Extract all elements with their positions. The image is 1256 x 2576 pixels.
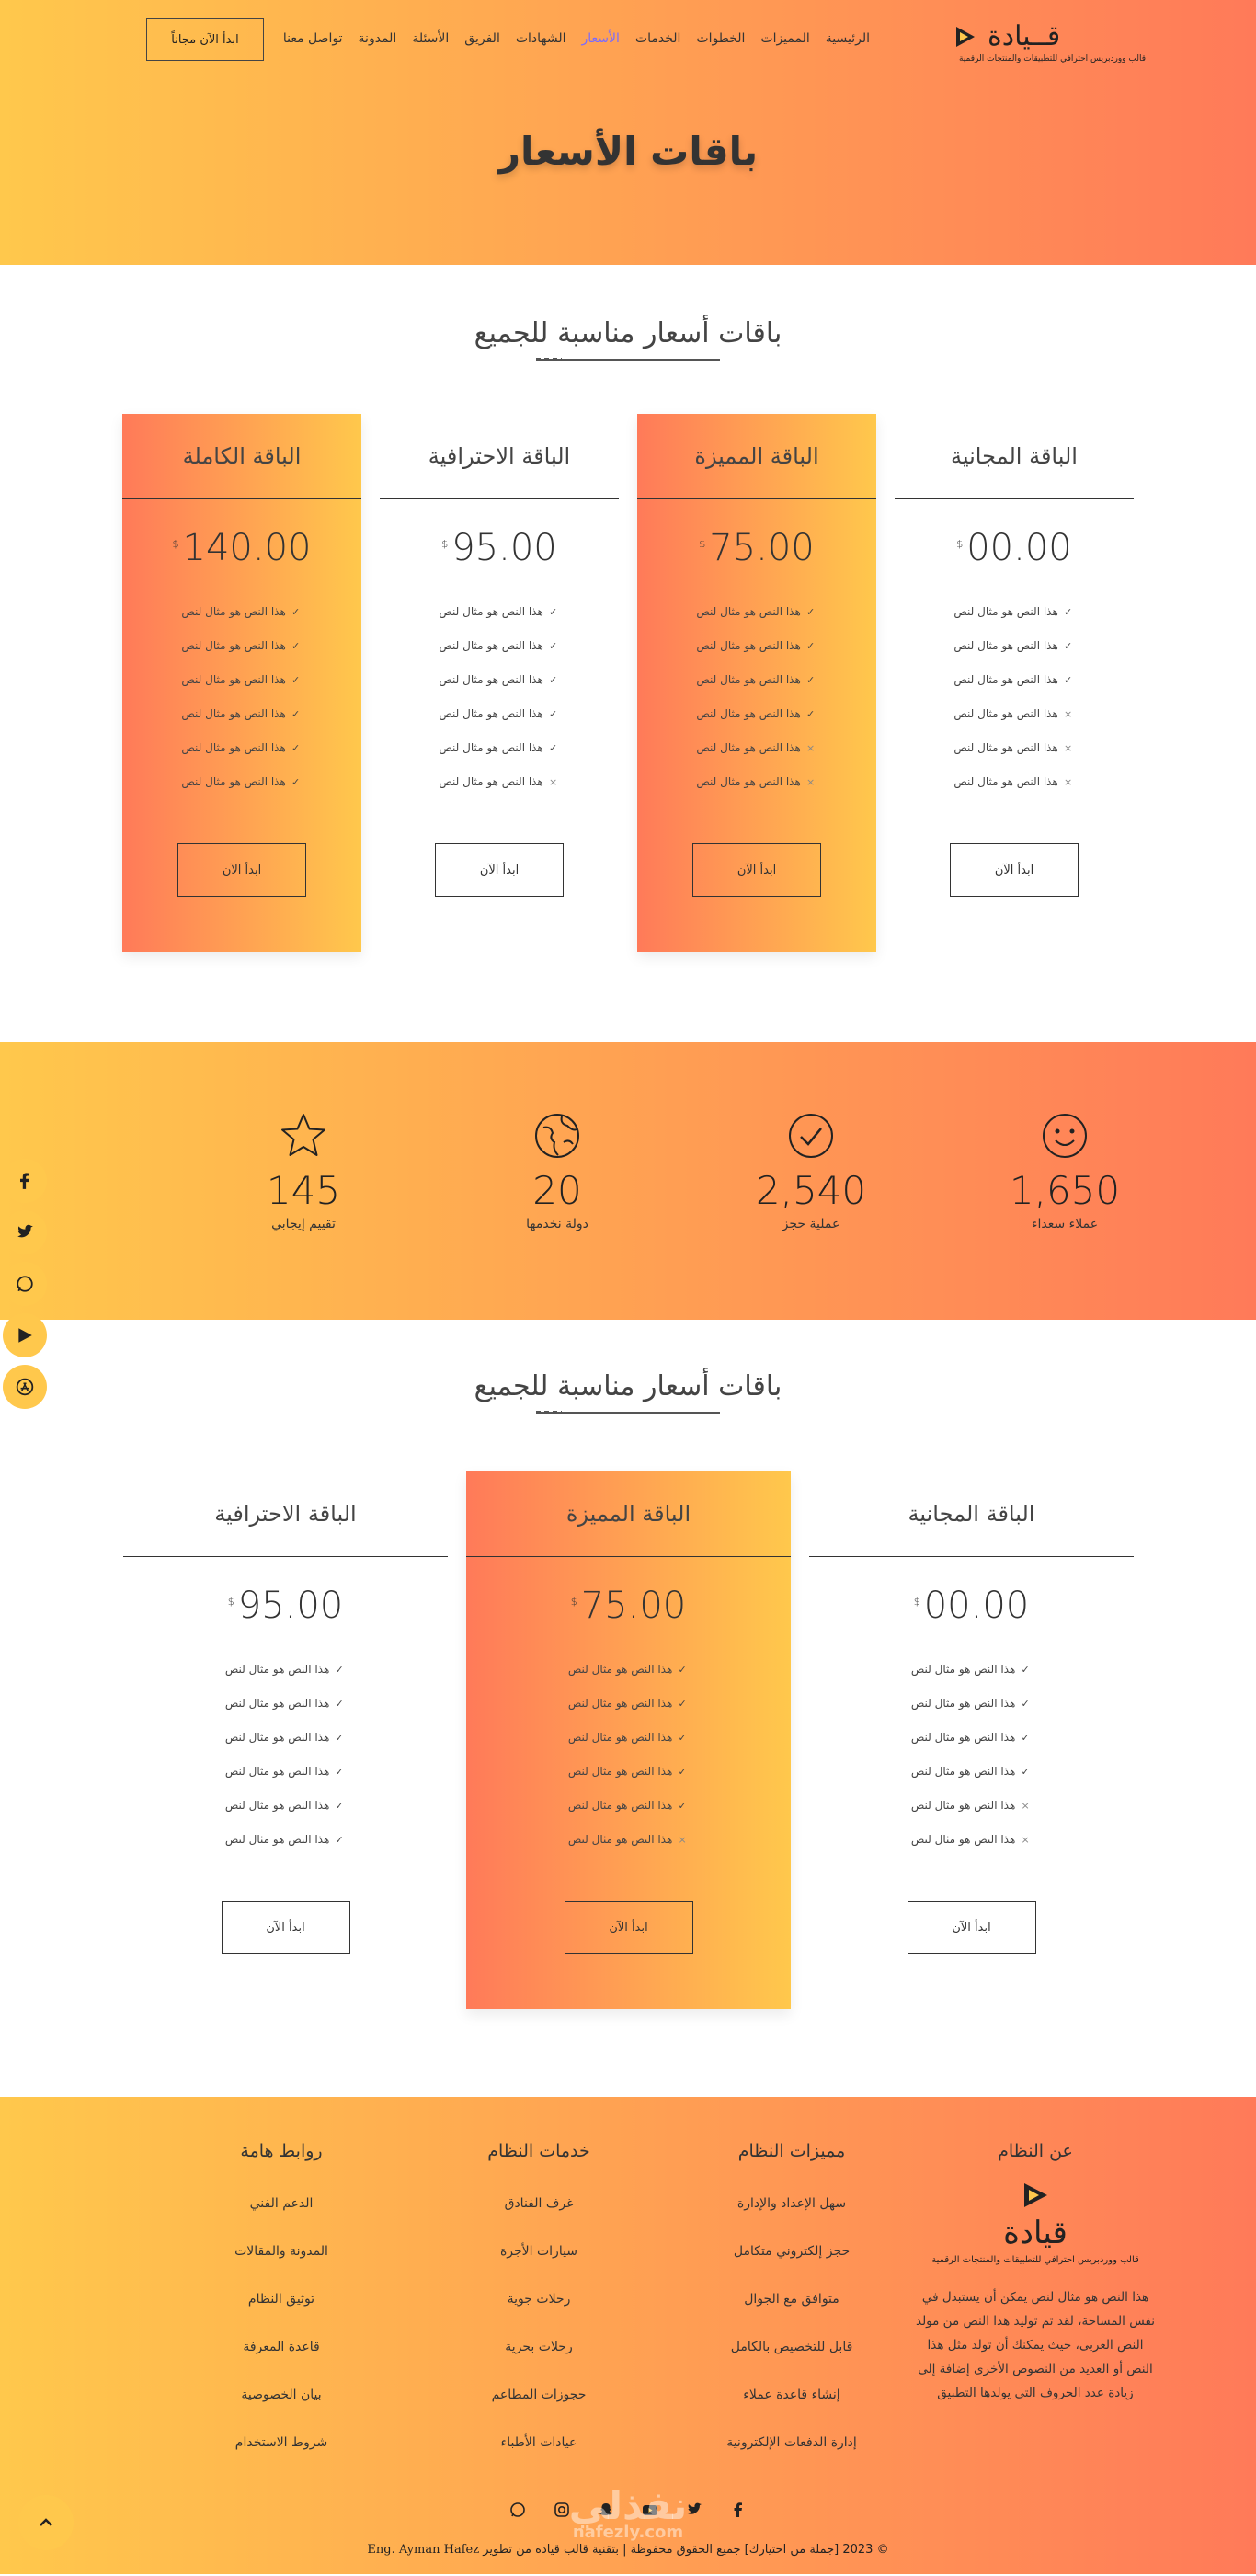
pricing-section-four: [0, 265, 1256, 1042]
stat-label: عملية حجز: [782, 1217, 840, 1231]
plan-price: $ 75.00: [699, 527, 815, 569]
check-icon: ✓: [335, 1800, 344, 1812]
nav-item-faq[interactable]: الأسئلة: [412, 31, 450, 46]
pricing-section-three: [0, 1320, 1256, 2097]
nav-item-team[interactable]: الفريق: [464, 31, 500, 46]
nav-item-contact[interactable]: تواصل معنا: [282, 31, 343, 46]
youtube-icon[interactable]: [640, 2500, 660, 2520]
feature-list: [122, 595, 361, 799]
feature-item: ✓ هذا النص هو مثال لنص: [123, 1687, 448, 1721]
feature-item: ✓ هذا النص هو مثال لنص: [637, 663, 876, 697]
footer-link[interactable]: توثيق النظام: [247, 2292, 315, 2307]
footer-about: [916, 2141, 1155, 2405]
feature-list: [380, 595, 619, 799]
stat-label: عملاء سعداء: [1031, 1217, 1099, 1231]
footer-heading: خدمات النظام: [487, 2141, 590, 2161]
plan-card-pro: [380, 414, 619, 952]
feature-item: ✓ هذا النص هو مثال لنص: [123, 1755, 448, 1789]
pricing-cards: [122, 414, 1134, 952]
brand-mark-icon: [1020, 2180, 1051, 2211]
start-free-button[interactable]: ابدأ الآن مجاناً: [146, 18, 264, 61]
plan-start-button[interactable]: ابدأ الآن: [692, 843, 821, 897]
check-icon: ✓: [1021, 1698, 1030, 1710]
check-icon: ✓: [335, 1698, 344, 1710]
pricing-cards: [122, 1471, 1134, 2009]
feature-item: × هذا النص هو مثال لنص: [895, 765, 1134, 799]
hero-header: [0, 0, 1256, 265]
plan-price: $ 140.00: [172, 527, 312, 569]
nav-item-pricing[interactable]: الأسعار: [581, 31, 620, 46]
stat-label: تقييم إيجابي: [271, 1217, 336, 1231]
footer-link[interactable]: قاعدة المعرفة: [243, 2340, 320, 2354]
footer-socials: [0, 2500, 1256, 2520]
footer-heading: عن النظام: [998, 2141, 1073, 2161]
check-icon: ✓: [335, 1834, 344, 1846]
check-icon: ✓: [291, 708, 301, 720]
feature-item: × هذا النص هو مثال لنص: [466, 1823, 791, 1857]
feature-item: ✓ هذا النص هو مثال لنص: [895, 629, 1134, 663]
watermark-text: نفذلي: [568, 2483, 688, 2528]
star-icon: [279, 1111, 328, 1161]
footer-link[interactable]: سهل الإعداد والإدارة: [736, 2196, 847, 2211]
cross-icon: ×: [1064, 708, 1073, 720]
feature-item: × هذا النص هو مثال لنص: [637, 765, 876, 799]
plan-start-button[interactable]: ابدأ الآن: [177, 843, 306, 897]
plan-price: $ 95.00: [227, 1585, 344, 1627]
footer-important-links: [189, 2141, 373, 2467]
footer-link[interactable]: سيارات الأجرة: [499, 2244, 578, 2259]
plan-start-button[interactable]: ابدأ الآن: [950, 843, 1079, 897]
whatsapp-icon[interactable]: [508, 2500, 528, 2520]
stat-label: دولة نخدمها: [526, 1217, 588, 1231]
feature-item: ✓ هذا النص هو مثال لنص: [380, 663, 619, 697]
brand-tagline: قالب ووردبريس احترافي للتطبيقات والمنتجات الرقمية: [959, 54, 1146, 63]
plan-price: $ 00.00: [956, 527, 1072, 569]
feature-item: ✓ هذا النص هو مثال لنص: [123, 1823, 448, 1857]
footer-about-text: هذا النص هو مثال لنص يمكن أن يستبدل في نفس المساحة، لقد تم توليد هذا النص من مولد النص العربى، حيث يمكنك أن تولد مثل هذا النص أو العديد من النصوص الأخرى إضافة إلى زيادة عدد الحروف التى يولدها التطبيق: [915, 2290, 1155, 2400]
check-icon: ✓: [1064, 606, 1073, 618]
stat-reviews: [221, 1111, 386, 1231]
plan-start-button[interactable]: ابدأ الآن: [908, 1901, 1036, 1954]
instagram-icon[interactable]: [552, 2500, 572, 2520]
copyright-author[interactable]: Eng. Ayman Hafez: [367, 2543, 480, 2557]
smile-icon: [1040, 1111, 1090, 1161]
cross-icon: ×: [806, 776, 816, 788]
feature-item: ✓ هذا النص هو مثال لنص: [466, 1687, 791, 1721]
check-icon: ✓: [549, 742, 558, 754]
check-icon: ✓: [291, 640, 301, 652]
nav-item-services[interactable]: الخدمات: [634, 31, 681, 46]
float-play-icon[interactable]: [3, 1313, 47, 1357]
feature-item: ✓ هذا النص هو مثال لنص: [380, 595, 619, 629]
check-icon: ✓: [1021, 1664, 1030, 1676]
footer-services: [447, 2141, 631, 2467]
check-icon: ✓: [806, 640, 816, 652]
footer-link[interactable]: رحلات جوية: [507, 2292, 571, 2307]
feature-item: ✓ هذا النص هو مثال لنص: [380, 731, 619, 765]
feature-item: ✓ هذا النص هو مثال لنص: [809, 1687, 1134, 1721]
chevron-up-icon: [36, 2513, 56, 2533]
float-twitter-icon[interactable]: [3, 1210, 47, 1254]
scroll-to-top-button[interactable]: [18, 2495, 74, 2550]
footer-link[interactable]: رحلات بحرية: [505, 2340, 573, 2354]
feature-item: ✓ هذا النص هو مثال لنص: [123, 1721, 448, 1755]
check-icon: ✓: [678, 1664, 687, 1676]
plan-price: $ 00.00: [913, 1585, 1030, 1627]
section-heading: [0, 317, 1256, 361]
feature-item: ✓ هذا النص هو مثال لنص: [122, 629, 361, 663]
check-icon: ✓: [806, 606, 816, 618]
plan-name: الباقة المميزة: [637, 414, 876, 499]
plan-card-pro: [123, 1471, 448, 2009]
title-underline: [536, 1412, 720, 1414]
check-icon: ✓: [1021, 1732, 1030, 1744]
cross-icon: ×: [678, 1834, 687, 1846]
footer-link[interactable]: غرف الفنادق: [504, 2196, 574, 2211]
check-icon: ✓: [678, 1698, 687, 1710]
feature-list: [637, 595, 876, 799]
check-icon: ✓: [549, 640, 558, 652]
footer-heading: روابط هامة: [240, 2141, 323, 2161]
footer-link[interactable]: حجوزات المطاعم: [491, 2387, 587, 2402]
plan-card-free: [809, 1471, 1134, 2009]
feature-list: [809, 1653, 1134, 1857]
check-icon: ✓: [335, 1732, 344, 1744]
section-heading: [0, 1370, 1256, 1414]
check-icon: ✓: [291, 742, 301, 754]
main-menu: [283, 31, 870, 46]
check-icon: ✓: [1021, 1766, 1030, 1778]
footer-link[interactable]: شروط الاستخدام: [234, 2435, 328, 2450]
stat-number: 2,540: [755, 1168, 867, 1213]
feature-list: [123, 1653, 448, 1857]
nav-item-testimonials[interactable]: الشهادات: [515, 31, 566, 46]
footer-features: [691, 2141, 893, 2467]
footer-link[interactable]: قابل للتخصيص بالكامل: [730, 2340, 853, 2354]
check-icon: ✓: [1064, 640, 1073, 652]
footer-link[interactable]: إنشاء قاعدة عملاء: [743, 2387, 840, 2402]
title-underline: [536, 359, 720, 361]
globe-icon: [532, 1111, 582, 1161]
watermark-url: nafezly.com: [572, 2523, 684, 2542]
feature-item: ✓ هذا النص هو مثال لنص: [895, 663, 1134, 697]
feature-item: ✓ هذا النص هو مثال لنص: [466, 1789, 791, 1823]
feature-item: ✓ هذا النص هو مثال لنص: [122, 697, 361, 731]
feature-item: ✓ هذا النص هو مثال لنص: [122, 731, 361, 765]
feature-item: ✓ هذا النص هو مثال لنص: [809, 1755, 1134, 1789]
brand-mark-icon: [953, 24, 978, 50]
check-icon: ✓: [678, 1766, 687, 1778]
feature-item: ✓ هذا النص هو مثال لنص: [122, 663, 361, 697]
plan-start-button[interactable]: ابدأ الآن: [435, 843, 564, 897]
feature-item: ✓ هذا النص هو مثال لنص: [123, 1789, 448, 1823]
footer-link[interactable]: بيان الخصوصية: [241, 2387, 322, 2402]
plan-name: الباقة المجانية: [895, 414, 1134, 499]
feature-item: ✓ هذا النص هو مثال لنص: [637, 697, 876, 731]
feature-item: ✓ هذا النص هو مثال لنص: [380, 629, 619, 663]
stat-number: 145: [266, 1168, 341, 1213]
check-icon: ✓: [291, 606, 301, 618]
check-icon: ✓: [335, 1664, 344, 1676]
footer-brand-tagline: قالب ووردبريس احترافي للتطبيقات والمنتجات الرقمية: [931, 2255, 1139, 2265]
section-title: باقات أسعار مناسبة للجميع: [474, 1370, 782, 1402]
footer-link[interactable]: الدعم الفني: [249, 2196, 314, 2211]
feature-item: ✓ هذا النص هو مثال لنص: [637, 595, 876, 629]
footer-link[interactable]: إدارة الدفعات الإلكترونية: [726, 2435, 857, 2450]
cross-icon: ×: [1064, 776, 1073, 788]
cross-icon: ×: [1021, 1800, 1030, 1812]
check-icon: ✓: [549, 674, 558, 686]
check-icon: ✓: [678, 1800, 687, 1812]
feature-item: × هذا النص هو مثال لنص: [380, 765, 619, 799]
brand-name: قــيادة: [988, 20, 1061, 52]
site-footer: [0, 2097, 1256, 2574]
feature-item: ✓ هذا النص هو مثال لنص: [809, 1721, 1134, 1755]
stat-countries: [474, 1111, 640, 1231]
feature-item: × هذا النص هو مثال لنص: [809, 1823, 1134, 1857]
feature-item: ✓ هذا النص هو مثال لنص: [895, 595, 1134, 629]
feature-item: ✓ هذا النص هو مثال لنص: [809, 1653, 1134, 1687]
twitter-icon[interactable]: [684, 2500, 704, 2520]
feature-item: ✓ هذا النص هو مثال لنص: [637, 629, 876, 663]
copyright-text: © 2023 [جملة من اختيارك] جميع الحقوق محفوظة | بتقنية قالب قيادة من تطوير: [483, 2543, 889, 2557]
copyright-line: [0, 2543, 1256, 2557]
check-icon: ✓: [1064, 674, 1073, 686]
check-icon: ✓: [549, 708, 558, 720]
feature-item: ✓ هذا النص هو مثال لنص: [466, 1653, 791, 1687]
check-icon: ✓: [291, 776, 301, 788]
snapchat-icon[interactable]: [596, 2500, 616, 2520]
stat-number: 1,650: [1009, 1168, 1121, 1213]
feature-item: × هذا النص هو مثال لنص: [895, 731, 1134, 765]
feature-item: ✓ هذا النص هو مثال لنص: [123, 1653, 448, 1687]
section-title: باقات أسعار مناسبة للجميع: [474, 317, 782, 349]
plan-card-free: [895, 414, 1134, 952]
check-icon: ✓: [291, 674, 301, 686]
footer-link[interactable]: المدونة والمقالات: [234, 2244, 328, 2259]
feature-list: [895, 595, 1134, 799]
nav-item-home[interactable]: الرئيسية: [825, 31, 870, 46]
feature-item: × هذا النص هو مثال لنص: [637, 731, 876, 765]
plan-name: الباقة الاحترافية: [380, 414, 619, 499]
check-icon: ✓: [806, 708, 816, 720]
check-circle-icon: [786, 1111, 836, 1161]
footer-link[interactable]: حجز إلكتروني متكامل: [733, 2244, 851, 2259]
check-icon: ✓: [549, 606, 558, 618]
stats-band: [0, 1042, 1256, 1320]
page-title: باقات الأسعار: [497, 129, 759, 174]
facebook-icon[interactable]: [728, 2500, 748, 2520]
stat-number: 20: [532, 1168, 582, 1213]
plan-name: الباقة الاحترافية: [123, 1471, 448, 1557]
footer-brand-name: قيادة: [1003, 2215, 1068, 2251]
cross-icon: ×: [806, 742, 816, 754]
footer-link[interactable]: متوافق مع الجوال: [744, 2292, 839, 2307]
brand-logo[interactable]: [953, 20, 1146, 63]
plan-card-featured: [466, 1471, 791, 2009]
feature-list: [466, 1653, 791, 1857]
feature-item: ✓ هذا النص هو مثال لنص: [122, 595, 361, 629]
nav-item-blog[interactable]: المدونة: [358, 31, 397, 46]
check-icon: ✓: [806, 674, 816, 686]
plan-name: الباقة المجانية: [809, 1471, 1134, 1557]
cross-icon: ×: [1064, 742, 1073, 754]
cross-icon: ×: [1021, 1834, 1030, 1846]
footer-link[interactable]: عيادات الأطباء: [500, 2435, 577, 2450]
plan-start-button[interactable]: ابدأ الآن: [222, 1901, 350, 1954]
plan-start-button[interactable]: ابدأ الآن: [565, 1901, 693, 1954]
plan-card-featured: [637, 414, 876, 952]
plan-price: $ 95.00: [441, 527, 557, 569]
feature-item: ✓ هذا النص هو مثال لنص: [466, 1721, 791, 1755]
cross-icon: ×: [549, 776, 558, 788]
plan-name: الباقة المميزة: [466, 1471, 791, 1557]
plan-card-complete: [122, 414, 361, 952]
float-whatsapp-icon[interactable]: [3, 1262, 47, 1306]
float-app-store-icon[interactable]: [3, 1365, 47, 1409]
top-nav: [0, 18, 1256, 64]
stat-bookings: [728, 1111, 894, 1231]
nav-item-features[interactable]: المميزات: [760, 31, 810, 46]
check-icon: ✓: [335, 1766, 344, 1778]
plan-price: $ 75.00: [570, 1585, 687, 1627]
stat-happy-clients: [982, 1111, 1148, 1231]
nav-item-steps[interactable]: الخطوات: [696, 31, 746, 46]
feature-item: ✓ هذا النص هو مثال لنص: [466, 1755, 791, 1789]
check-icon: ✓: [678, 1732, 687, 1744]
feature-item: ✓ هذا النص هو مثال لنص: [380, 697, 619, 731]
plan-name: الباقة الكاملة: [122, 414, 361, 499]
feature-item: ✓ هذا النص هو مثال لنص: [122, 765, 361, 799]
feature-item: × هذا النص هو مثال لنص: [895, 697, 1134, 731]
float-facebook-icon[interactable]: [3, 1159, 47, 1203]
feature-item: × هذا النص هو مثال لنص: [809, 1789, 1134, 1823]
footer-heading: مميزات النظام: [737, 2141, 846, 2161]
